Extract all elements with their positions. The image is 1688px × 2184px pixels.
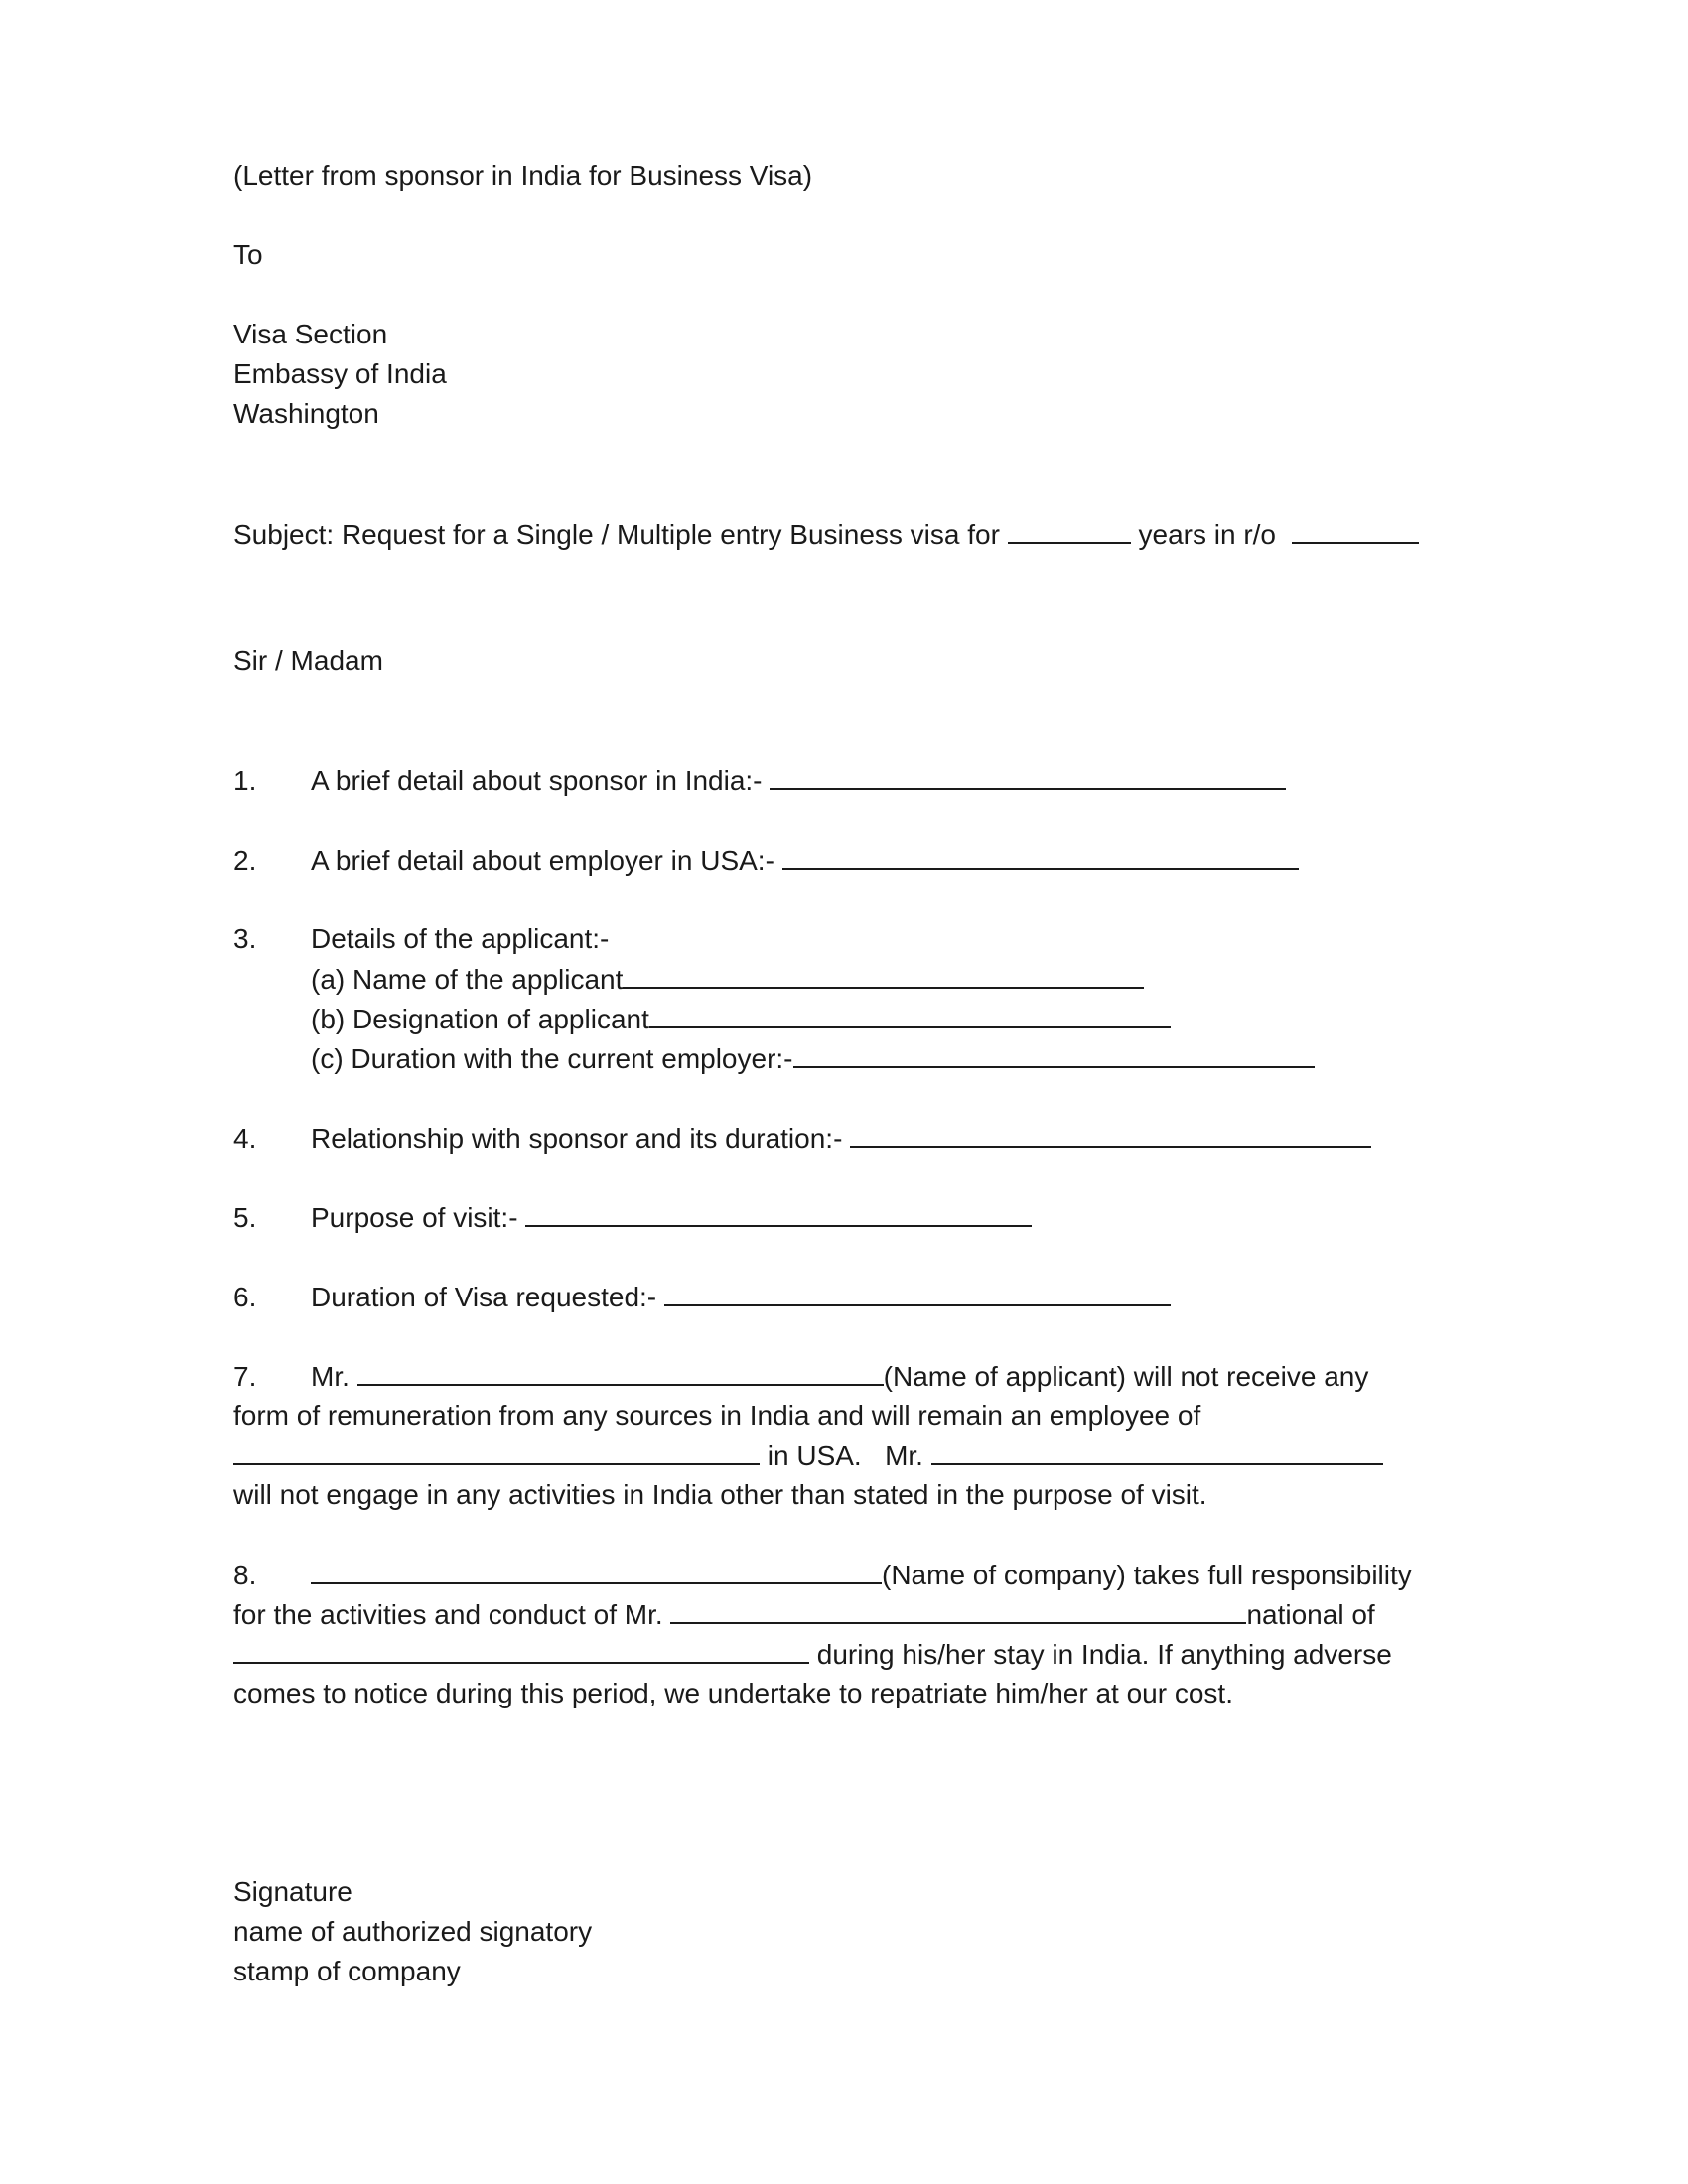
subitem-text: (c) Duration with the current employer:- <box>311 1043 793 1074</box>
designation-blank[interactable] <box>649 999 1171 1028</box>
applicant-name-blank-2[interactable] <box>357 1356 884 1386</box>
address-line: Washington <box>233 398 379 429</box>
item-number: 6. <box>233 1282 257 1312</box>
address-line: Visa Section <box>233 319 388 349</box>
item-6 <box>233 1277 1171 1316</box>
item-number: 5. <box>233 1202 257 1233</box>
item-2 <box>233 840 1299 880</box>
salutation: Sir / Madam <box>233 645 383 676</box>
signatory-name-label: name of authorized signatory <box>233 1916 593 1947</box>
address-line: Embassy of India <box>233 358 447 389</box>
item-3c <box>311 1038 1315 1079</box>
item-text: during his/her stay in India. If anything adverse <box>816 1639 1392 1670</box>
visa-duration-blank[interactable] <box>664 1277 1171 1306</box>
applicant-name-blank-3[interactable] <box>931 1435 1383 1465</box>
applicant-name-blank[interactable] <box>623 959 1144 989</box>
item-text: Purpose of visit:- <box>311 1202 518 1233</box>
item-text: Details of the applicant:- <box>311 923 610 954</box>
item-text: A brief detail about sponsor in India:- <box>311 765 763 796</box>
item-number: 4. <box>233 1123 257 1154</box>
applicant-name-blank-4[interactable] <box>670 1594 1246 1624</box>
company-stamp-label: stamp of company <box>233 1956 461 1986</box>
item-8-line-4: comes to notice during this period, we undertake to repatriate him/her at our cost. <box>233 1678 1233 1708</box>
item-text: for the activities and conduct of Mr. <box>233 1599 663 1630</box>
item-text: Relationship with sponsor and its duration:- <box>311 1123 843 1154</box>
item-7-line-2: form of remuneration from any sources in India and will remain an employee of <box>233 1400 1201 1431</box>
item-number: 2. <box>233 845 257 876</box>
item-number: 7. <box>233 1361 257 1392</box>
item-8-line-2 <box>233 1594 1375 1634</box>
sponsor-detail-blank[interactable] <box>770 760 1286 790</box>
item-text: Duration of Visa requested:- <box>311 1282 657 1312</box>
address-block <box>233 315 447 434</box>
item-1 <box>233 760 1286 800</box>
subject-text: Subject: Request for a Single / Multiple entry Business visa for <box>233 519 1000 550</box>
item-text: (Name of company) takes full responsibility <box>882 1560 1412 1590</box>
duration-employer-blank[interactable] <box>793 1038 1315 1068</box>
item-text: Mr. <box>311 1361 350 1392</box>
header-note: (Letter from sponsor in India for Business Visa) <box>233 160 813 191</box>
item-text: Mr. <box>885 1440 923 1471</box>
item-7-line-1 <box>233 1356 1368 1396</box>
employer-detail-blank[interactable] <box>782 840 1299 870</box>
item-7-line-3 <box>233 1435 1383 1475</box>
item-text: in USA. <box>767 1440 862 1471</box>
years-blank[interactable] <box>1008 514 1131 544</box>
relationship-blank[interactable] <box>850 1118 1371 1148</box>
subitem-text: (b) Designation of applicant <box>311 1004 649 1034</box>
subitem-text: (a) Name of the applicant <box>311 964 624 995</box>
purpose-blank[interactable] <box>525 1197 1032 1227</box>
subject-line <box>233 514 1419 554</box>
item-4 <box>233 1118 1371 1158</box>
item-5 <box>233 1197 1032 1237</box>
signature-block <box>233 1872 592 1991</box>
item-3a <box>311 959 1144 1000</box>
item-8-line-1 <box>233 1555 1412 1594</box>
item-7-line-4: will not engage in any activities in India other than stated in the purpose of visit. <box>233 1479 1207 1510</box>
item-number: 1. <box>233 765 257 796</box>
item-3 <box>233 919 609 959</box>
item-number: 8. <box>233 1560 257 1590</box>
item-3b <box>311 999 1171 1039</box>
item-8-line-3 <box>233 1634 1392 1674</box>
to-label: To <box>233 239 263 270</box>
employer-name-blank[interactable] <box>233 1435 760 1465</box>
nationality-blank[interactable] <box>233 1634 809 1664</box>
company-name-blank[interactable] <box>311 1555 882 1584</box>
subject-text-2: years in r/o <box>1138 519 1276 550</box>
item-text: A brief detail about employer in USA:- <box>311 845 774 876</box>
item-text: national of <box>1246 1599 1375 1630</box>
item-text: (Name of applicant) will not receive any <box>883 1361 1369 1392</box>
ro-blank[interactable] <box>1292 514 1419 544</box>
item-number: 3. <box>233 923 257 954</box>
signature-label: Signature <box>233 1876 352 1907</box>
